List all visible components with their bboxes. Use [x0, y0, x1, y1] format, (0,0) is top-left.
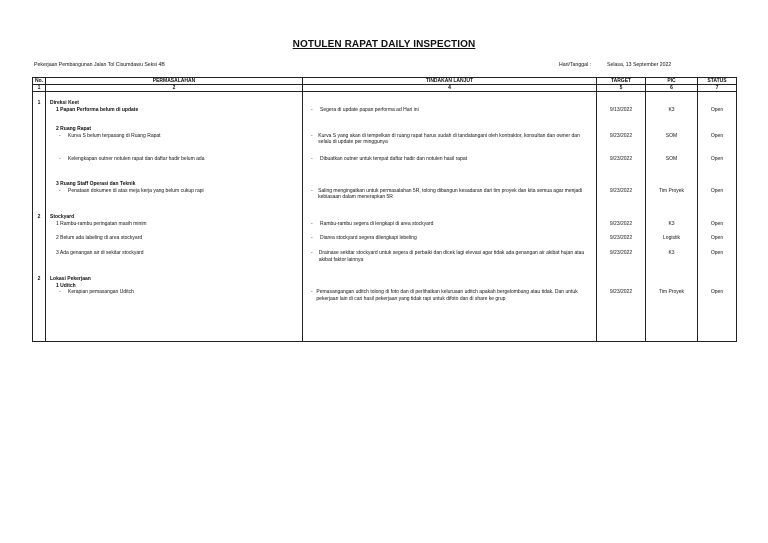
pic-value: Tim Proyek — [646, 179, 698, 211]
action-text: Diarea stockyard segera dilengkapi lebeling — [320, 235, 417, 241]
target-date: 9/23/2022 — [597, 232, 646, 247]
pic-value: SOM — [646, 154, 698, 179]
document-title: NOTULEN RAPAT DAILY INSPECTION — [292, 39, 476, 50]
issue-text: Kelengkapan outner notulen rapat dan daftar hadir belum ada — [68, 156, 205, 162]
action-text: Saling mengingatkan untuk permasalahan 5R, tolong dibangun kesadaran dari tim proyek dan kita semua agar menjadi kebiasaan dalam menerapkan 5R — [318, 187, 583, 201]
dash-marker: - — [59, 156, 61, 162]
issue-text: Penataan dokumen di atas meja kerja yang belum cukup rapi — [68, 187, 204, 194]
target-date: 9/23/2022 — [597, 273, 646, 333]
header-no: No. — [33, 78, 46, 85]
header-row — [33, 78, 737, 85]
action-text: Dibuatkan outner untuk tempat daftar hadir dan notulen hasil rapat — [320, 156, 468, 162]
dash-marker: - — [311, 106, 313, 113]
table-row — [33, 97, 737, 124]
dash-marker: - — [311, 187, 313, 194]
target-date: 9/23/2022 — [597, 211, 646, 232]
header-number-no: 1 — [33, 85, 46, 92]
category-label: Stockyard — [50, 214, 75, 220]
target-date: 9/23/2022 — [597, 124, 646, 154]
pic-value: Logistik — [646, 232, 698, 247]
table-row — [33, 211, 737, 232]
action-text: Segera di update papan performa ad Hari ini — [320, 106, 419, 113]
sub-item: 2 Ruang Rapat — [56, 126, 92, 132]
table-row — [33, 232, 737, 247]
date-label: Hari/Tanggal : — [559, 62, 592, 68]
sub-item: 2 Belum ada labeling di area stockyard — [56, 235, 143, 241]
status-value: Open — [698, 154, 737, 179]
dash-marker: - — [311, 250, 313, 256]
pic-value: K3 — [646, 211, 698, 232]
dash-marker: - — [59, 289, 61, 296]
header-action: TINDAKAN LANJUT — [303, 78, 597, 85]
header-target: TARGET — [597, 78, 646, 85]
target-date: 9/23/2022 — [597, 154, 646, 179]
status-value: Open — [698, 211, 737, 232]
status-value: Open — [698, 179, 737, 211]
header-pic: PIC — [646, 78, 698, 85]
dash-marker: - — [311, 132, 313, 139]
table-row — [33, 124, 737, 154]
target-date: 9/23/2022 — [597, 247, 646, 273]
table-row — [33, 247, 737, 273]
group-number: 2 — [33, 273, 46, 333]
table-row — [33, 154, 737, 179]
action-text: Pemasangangan uditch tolong di foto dan di perlihatkan keluruaan uditch apakah bergelombang atau tidak. Dan untuk pekerjaan lain di cari hasil pekerjaan yang tidak rapi untuk difoto dan di share ke grup — [316, 289, 578, 302]
category-label: Direksi Keet — [50, 100, 79, 106]
header-number-action: 4 — [303, 85, 597, 92]
header-number-target: 5 — [597, 85, 646, 92]
pic-value: K3 — [646, 247, 698, 273]
table-row — [33, 273, 737, 333]
group-number: 1 — [33, 97, 46, 124]
action-text: Kurva S yang akan di tempelkan di ruang rapat harus sudah di tandatangani oleh kontraktor, konsultan dan owner dan selalu di update per minggunya — [318, 132, 580, 146]
status-value: Open — [698, 97, 737, 124]
pic-value: Tim Proyek — [646, 273, 698, 333]
dash-marker: - — [59, 132, 61, 139]
header-number-pic: 6 — [646, 85, 698, 92]
action-text: Drainase sekitar stockyard untuk segera di perbaiki dan dicek lagi elevasi agar tidak ada genangan air akibat hujan atau akibat faktor lainnya — [318, 250, 585, 263]
issue-text: Kurva S belum terpasang di Ruang Rapat — [68, 132, 161, 139]
project-name: Pekerjaan Pembangunan Jalan Tol Cisumdawu Seksi 4B — [34, 62, 165, 68]
status-value: Open — [698, 124, 737, 154]
dash-marker: - — [311, 235, 313, 241]
sub-item: 1 Rambu-rambu peringatan masih minim — [56, 220, 147, 227]
header-status: STATUS — [698, 78, 737, 85]
group-number: 2 — [33, 211, 46, 232]
dash-marker: - — [311, 220, 313, 227]
status-value: Open — [698, 273, 737, 333]
category-label: Lokasi Pekerjaan — [50, 276, 91, 282]
dash-marker: - — [311, 289, 313, 295]
status-value: Open — [698, 232, 737, 247]
action-text: Rambu-rambu segera di lengkapi di area stockyard — [320, 220, 434, 227]
issue-text: Kerapian pemasangan Uditch — [68, 289, 134, 296]
sub-item: 1 Papan Performa belum di update — [56, 106, 139, 113]
sub-item: 3 Ada genangan air di sekitar stockyard — [56, 250, 144, 256]
sub-item: 3 Ruang Staff Operasi dan Teknik — [56, 181, 136, 187]
header-number-issue: 2 — [46, 85, 303, 92]
pic-value: K3 — [646, 97, 698, 124]
header-number-status: 7 — [698, 85, 737, 92]
date-value: Selasa, 13 September 2022 — [607, 62, 672, 68]
inspection-table — [32, 77, 737, 342]
pic-value: SOM — [646, 124, 698, 154]
target-date: 9/23/2022 — [597, 179, 646, 211]
sub-item: 1 Uditch — [56, 282, 76, 289]
dash-marker: - — [311, 156, 313, 162]
header-issue: PERMASALAHAN — [46, 78, 303, 85]
header-number-row — [33, 85, 737, 92]
dash-marker: - — [59, 187, 61, 194]
status-value: Open — [698, 247, 737, 273]
table-row — [33, 179, 737, 211]
target-date: 9/13/2022 — [597, 97, 646, 124]
table-bottom-row — [33, 333, 737, 342]
